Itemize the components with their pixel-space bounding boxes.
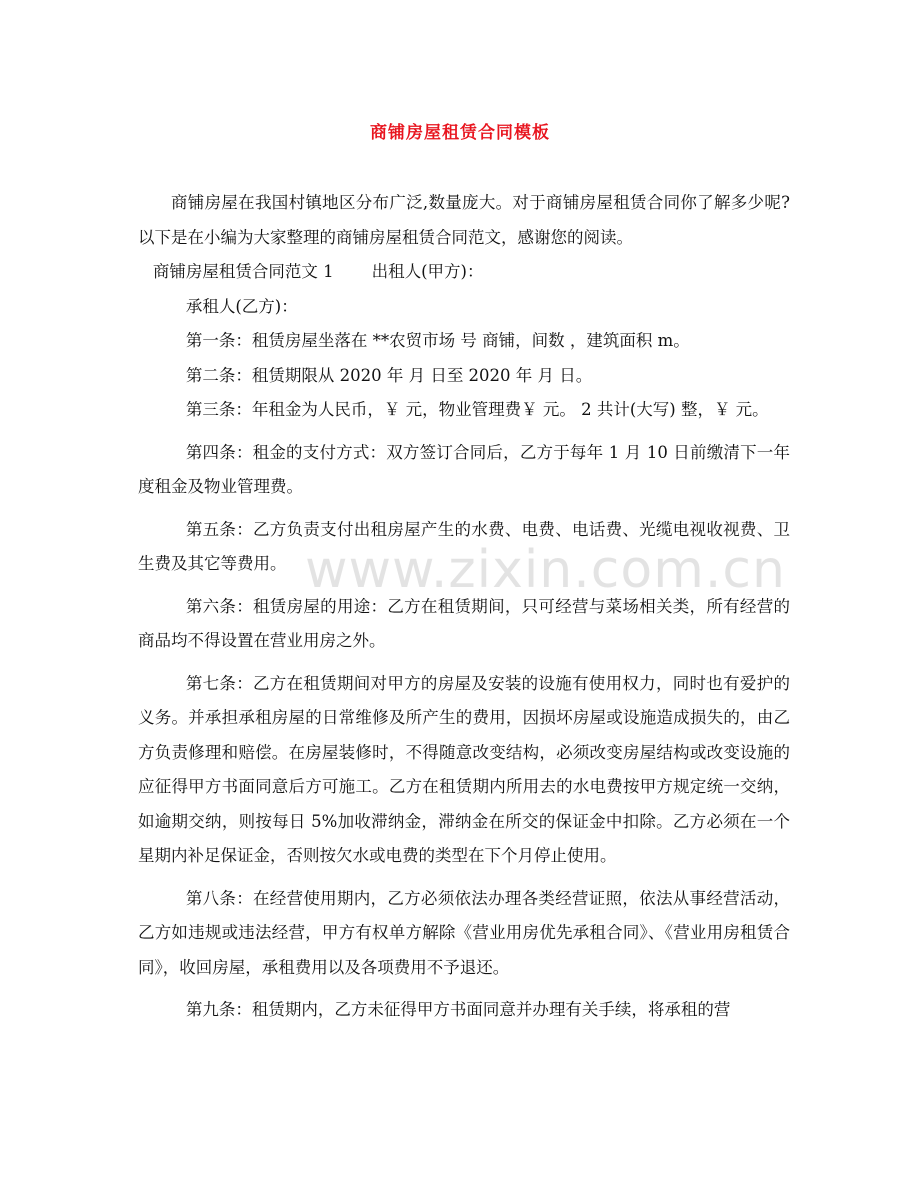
intro-paragraph: 商铺房屋在我国村镇地区分布广泛,数量庞大。对于商铺房屋租赁合同你了解多少呢?以下是在小编为大家整理的商铺房屋租赁合同范文，感谢您的阅读。 [138,193,790,247]
sample-heading: 商铺房屋租赁合同范文 1 [152,262,334,281]
article-3: 第三条：年租金为人民币，￥ 元，物业管理费￥ 元。 2 共计(大写) 整，￥ 元。 [185,400,769,419]
article-9: 第九条：租赁期内，乙方未征得甲方书面同意并办理有关手续，将承租的营 [185,1000,731,1019]
article-7: 第七条：乙方在租赁期间对甲方的房屋及安装的设施有使用权力，同时也有爱护的义务。并承担承租房屋的日常维修及所产生的费用，因损坏房屋或设施造成损失的，由乙方负责修理和赔偿。在房屋装修时，不得随意改变结构，必须改变房屋结构或改变设施的应征得甲方书面同意后方可施工。乙方在租赁期内所用去的水电费按甲方规定统一交纳，如逾期交纳，则按每日 5%加收滞纳金，滞纳金在所交的保证金中扣除。乙方必须在一个星期内补足保证金，否则按欠水或电费的类型在下个月停止使用。 [138,673,790,865]
article-8: 第八条：在经营使用期内，乙方必须依法办理各类经营证照，依法从事经营活动，乙方如违规或违法经营，甲方有权单方解除《营业用房优先承租合同》、《营业用房租赁合同》，收回房屋，承租费用以及各项费用不予退还。 [138,888,790,977]
article-1: 第一条：租赁房屋坐落在 **农贸市场 号 商铺，间数 ，建筑面积 m。 [185,331,690,350]
lessee-label: 承租人(乙方)： [185,296,298,316]
document-body [138,186,790,1028]
article-5: 第五条：乙方负责支付出租房屋产生的水费、电费、电话费、光缆电视收视费、卫生费及其它等费用。 [138,519,790,573]
article-4: 第四条：租金的支付方式：双方签订合同后，乙方于每年 1 月 10 日前缴清下一年度租金及物业管理费。 [138,442,790,496]
article-2: 第二条：租赁期限从 2020 年 月 日至 2020 年 月 日。 [185,365,593,385]
watermark: www.zixin.com.cn [305,540,786,600]
lessor-label: 出租人(甲方)： [371,262,484,281]
sample-heading-line [138,255,790,290]
article-6: 第六条：租赁房屋的用途：乙方在租赁期间，只可经营与菜场相关类，所有经营的商品均不得设置在营业用房之外。 [138,596,790,650]
document-title: 商铺房屋租赁合同模板 [370,123,550,143]
